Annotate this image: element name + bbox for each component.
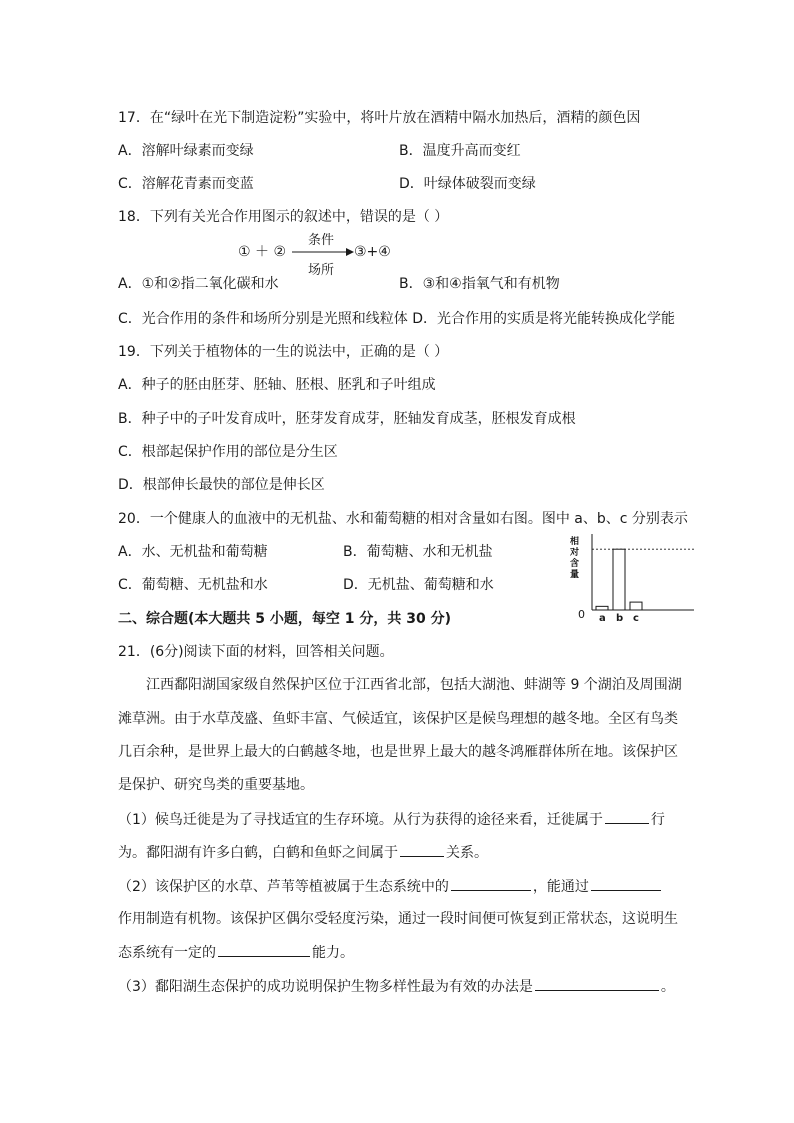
answer-blank-component[interactable] (451, 876, 531, 891)
answer-blank-process[interactable] (591, 876, 661, 891)
q17-option-b: B．温度升高而变红 (399, 143, 521, 159)
q18-option-a: A．①和②指二氧化碳和水 (118, 276, 279, 292)
q17-option-a: A．溶解叶绿素而变绿 (118, 143, 254, 159)
q21-passage-line-1: 江西鄱阳湖国家级自然保护区位于江西省北部，包括大湖池、蚌湖等 9 个湖泊及周围湖 (146, 677, 682, 693)
formula-arrow-head (346, 248, 354, 256)
q18-stem: 18．下列有关光合作用图示的叙述中，错误的是（ ） (118, 209, 449, 225)
chart-ylabel-char: 相 (570, 537, 580, 547)
q18-option-b: B．③和④指氧气和有机物 (399, 276, 560, 292)
chart-ylabel (569, 535, 579, 580)
q21-sub2-tail: 能力。 (312, 945, 354, 961)
q21-sub2-line-3 (118, 942, 354, 963)
answer-blank-relationship[interactable] (400, 842, 444, 857)
q21-sub1-tail-2: 关系。 (446, 845, 488, 861)
chart-tick-label-b: b (616, 613, 624, 624)
q21-sub1-tail: 行 (650, 812, 665, 828)
q21-sub1-text-2: 为。鄱阳湖有许多白鹤，白鹤和鱼虾之间属于 (118, 845, 398, 861)
formula-reactants: ① ＋ ② (238, 244, 287, 260)
q20-stem: 20．一个健康人的血液中的无机盐、水和葡萄糖的相对含量如右图。图中 a、b、c 分别表示 (118, 511, 688, 527)
q17-option-c: C．溶解花青素而变蓝 (118, 176, 254, 192)
q20-option-b: B．葡萄糖、水和无机盐 (343, 544, 493, 560)
chart-ylabel-char: 含 (570, 559, 580, 569)
chart-bar-b (613, 549, 625, 610)
q21-sub2-line-1 (118, 876, 663, 897)
q21-passage-line-4: 是保护、研究鸟类的重要基地。 (118, 777, 314, 793)
q17-option-d: D．叶绿体破裂而变绿 (399, 176, 536, 192)
q21-sub3-text: （3）鄱阳湖生态保护的成功说明保护生物多样性最为有效的办法是 (118, 979, 533, 995)
chart-ylabel-char: 量 (570, 570, 580, 580)
relative-content-chart (566, 530, 700, 626)
chart-ylabel-char: 对 (570, 548, 580, 558)
chart-bar-c (630, 602, 642, 610)
section-2-title: 二、综合题(本大题共 5 小题，每空 1 分，共 30 分) (118, 611, 452, 627)
q21-passage-line-2: 滩草洲。由于水草茂盛、鱼虾丰富、气候适宜，该保护区是候鸟理想的越冬地。全区有鸟类 (118, 711, 678, 727)
q19-option-c: C．根部起保护作用的部位是分生区 (118, 444, 338, 460)
q21-sub2-text-3: 态系统有一定的 (118, 945, 216, 961)
q21-stem: 21．(6分)阅读下面的材料，回答相关问题。 (118, 644, 394, 660)
q19-option-d: D．根部伸长最快的部位是伸长区 (118, 477, 325, 493)
answer-blank-method[interactable] (535, 976, 659, 991)
answer-blank-ability[interactable] (218, 942, 310, 957)
q20-option-d: D．无机盐、葡萄糖和水 (343, 577, 494, 593)
q20-option-c: C．葡萄糖、无机盐和水 (118, 577, 268, 593)
formula-condition-label: 条件 (308, 233, 335, 248)
q21-sub2-mid: ，能通过 (532, 879, 589, 895)
q20-option-a: A．水、无机盐和葡萄糖 (118, 544, 268, 560)
q21-sub2-text: （2）该保护区的水草、芦苇等植被属于生态系统中的 (118, 879, 449, 895)
q19-option-a: A．种子的胚由胚芽、胚轴、胚根、胚乳和子叶组成 (118, 377, 436, 393)
chart-tick-label-c: c (633, 613, 639, 624)
answer-blank-behavior[interactable] (605, 809, 649, 824)
chart-tick-label-a: a (599, 613, 606, 624)
q21-sub1-text: （1）候鸟迁徙是为了寻找适宜的生存环境。从行为获得的途径来看，迁徙属于 (118, 812, 603, 828)
chart-origin-label: 0 (578, 608, 585, 621)
q21-passage-line-3: 几百余种，是世界上最大的白鹤越冬地，也是世界上最大的越冬鸿雁群体所在地。该保护区 (118, 744, 678, 760)
q21-sub1-line-1 (118, 809, 665, 830)
q21-sub1-line-2 (118, 842, 488, 863)
q17-stem: 17．在“绿叶在光下制造淀粉”实验中，将叶片放在酒精中隔水加热后，酒精的颜色因 (118, 110, 641, 126)
chart-bar-a (596, 606, 608, 610)
q18-option-cd: C．光合作用的条件和场所分别是光照和线粒体 D．光合作用的实质是将光能转换成化学能 (118, 311, 676, 327)
formula-products: ③+④ (354, 244, 391, 260)
q19-option-b: B．种子中的子叶发育成叶，胚芽发育成芽，胚轴发育成茎，胚根发育成根 (118, 411, 576, 427)
q21-sub3-line-1 (118, 976, 675, 997)
q19-stem: 19．下列关于植物体的一生的说法中，正确的是（ ） (118, 344, 449, 360)
formula-site-label: 场所 (308, 263, 335, 278)
q21-sub2-line-2: 作用制造有机物。该保护区偶尔受轻度污染，通过一段时间便可恢复到正常状态，这说明生 (118, 911, 678, 927)
q21-sub3-tail: 。 (660, 979, 675, 995)
